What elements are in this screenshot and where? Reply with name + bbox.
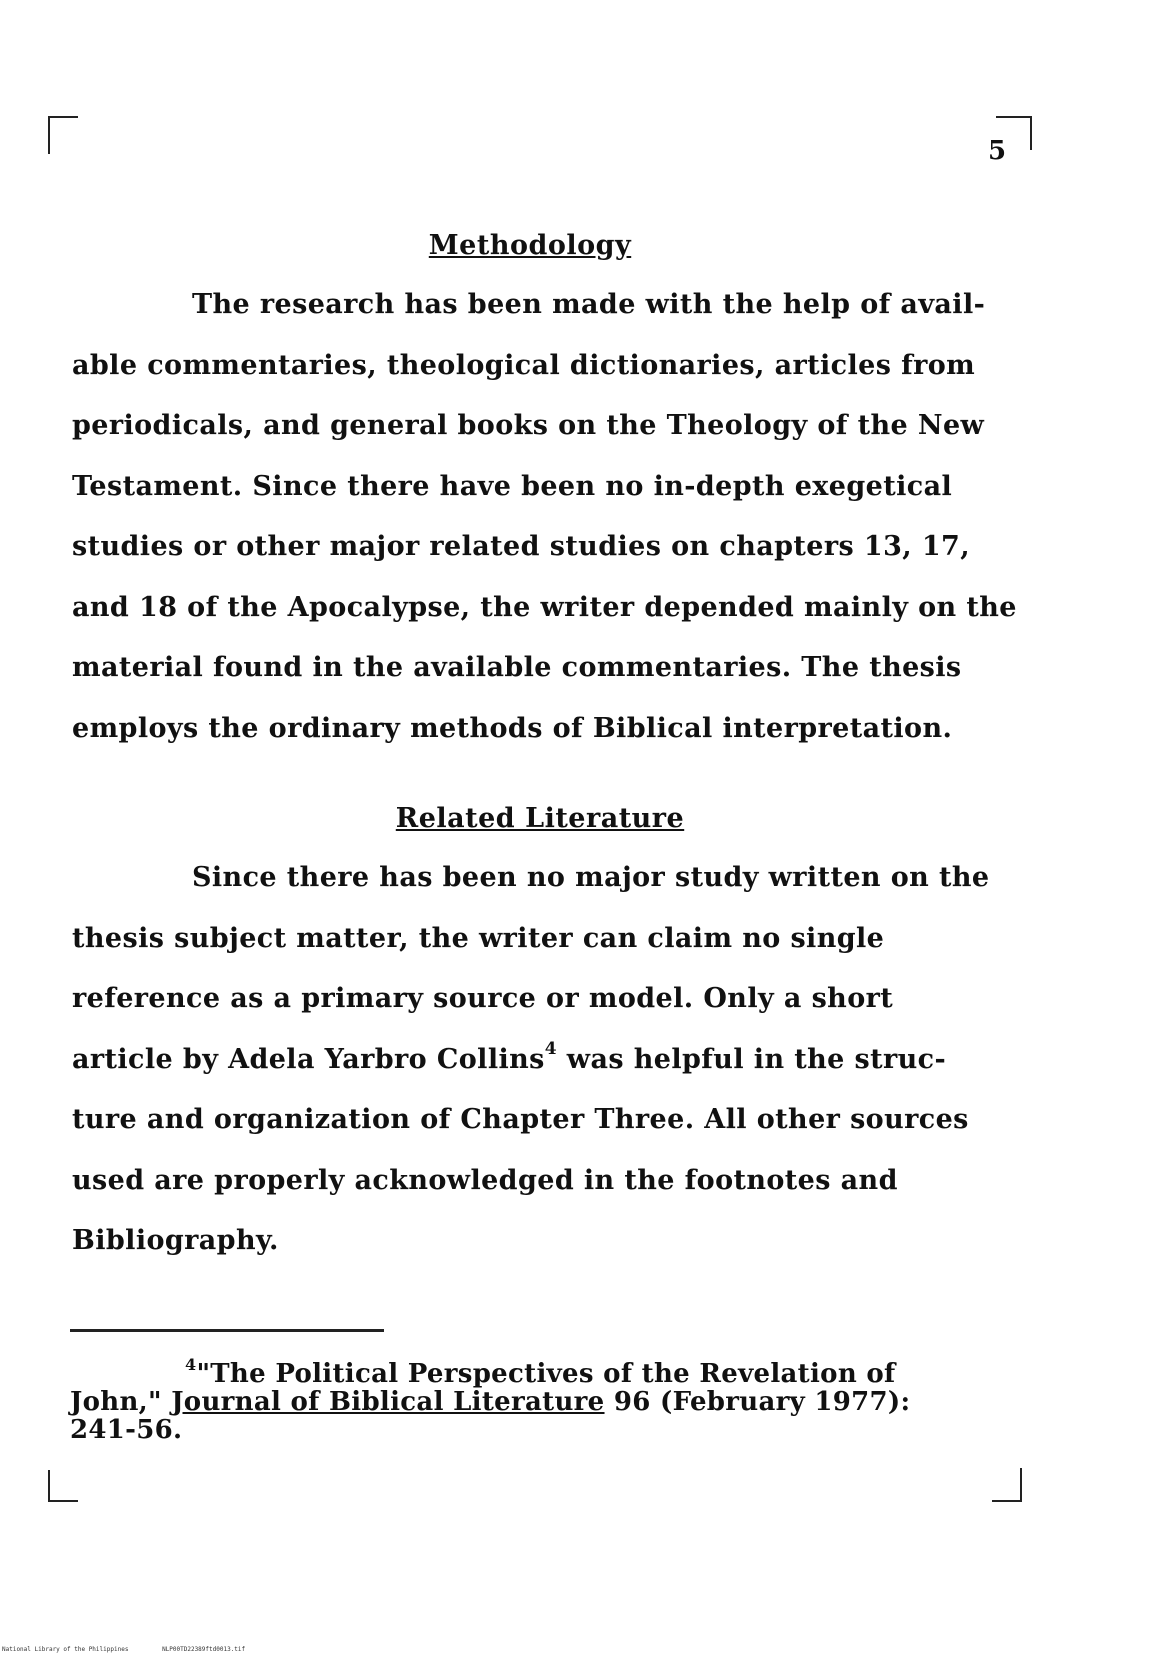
footnote-text: John,": [70, 1387, 172, 1417]
crop-mark-top-left: [48, 116, 78, 154]
paragraph-line: ture and organization of Chapter Three. All other sources: [72, 1104, 969, 1135]
paragraph-text: article by Adela Yarbro Collins: [72, 1043, 545, 1075]
journal-title: Journal of Biblical Literature: [171, 1387, 605, 1417]
footnote: [70, 1355, 990, 1445]
paragraph-line: Bibliography.: [72, 1225, 279, 1256]
footnote-line: [70, 1388, 990, 1416]
paragraph-line: studies or other major related studies on chapters 13, 17,: [72, 531, 971, 562]
footnote-reference[interactable]: 4: [544, 1038, 557, 1059]
paragraph-line: reference as a primary source or model. Only a short: [72, 983, 894, 1014]
methodology-paragraph: [72, 275, 1017, 759]
page-number: 5: [988, 136, 1007, 166]
footnote-text: 96 (February 1977):: [604, 1387, 911, 1417]
paragraph-line: used are properly acknowledged in the footnotes and: [72, 1164, 898, 1196]
paragraph-line: thesis subject matter, the writer can claim no single: [72, 922, 885, 954]
footnote-line: 241-56.: [70, 1415, 183, 1445]
paragraph-line: material found in the available commentaries. The thesis: [72, 652, 962, 683]
paragraph-line: able commentaries, theological dictionaries, articles from: [72, 349, 976, 381]
paragraph-line-with-footnote: [72, 1030, 1002, 1091]
footnote-line: [70, 1355, 990, 1389]
paragraph-line: employs the ordinary methods of Biblical interpretation.: [72, 712, 953, 744]
footnote-text: "The Political Perspectives of the Revelation of: [196, 1359, 896, 1389]
scan-caption: [2, 1646, 275, 1653]
paragraph-text: was helpful in the struc-: [557, 1043, 947, 1075]
caption-file: NLP00TD22389ftd0013.tif: [162, 1646, 246, 1653]
paragraph-line: Since there has been no major study written on the: [192, 862, 990, 893]
paragraph-line: and 18 of the Apocalypse, the writer depended mainly on the: [72, 591, 1017, 623]
caption-library: National Library of the Philippines: [2, 1646, 129, 1653]
crop-mark-bottom-right: [992, 1468, 1022, 1502]
paragraph-line: The research has been made with the help of avail-: [192, 289, 986, 320]
paragraph-line: periodicals, and general books on the Theology of the New: [72, 410, 985, 441]
related-literature-heading: Related Literature: [395, 803, 685, 834]
footnote-separator: [70, 1329, 384, 1332]
footnote-number: 4: [185, 1355, 197, 1374]
paragraph-line: Testament. Since there have been no in-depth exegetical: [72, 470, 953, 502]
related-literature-paragraph: [72, 848, 1002, 1272]
crop-mark-bottom-left: [48, 1470, 78, 1502]
methodology-heading: Methodology: [428, 230, 632, 261]
